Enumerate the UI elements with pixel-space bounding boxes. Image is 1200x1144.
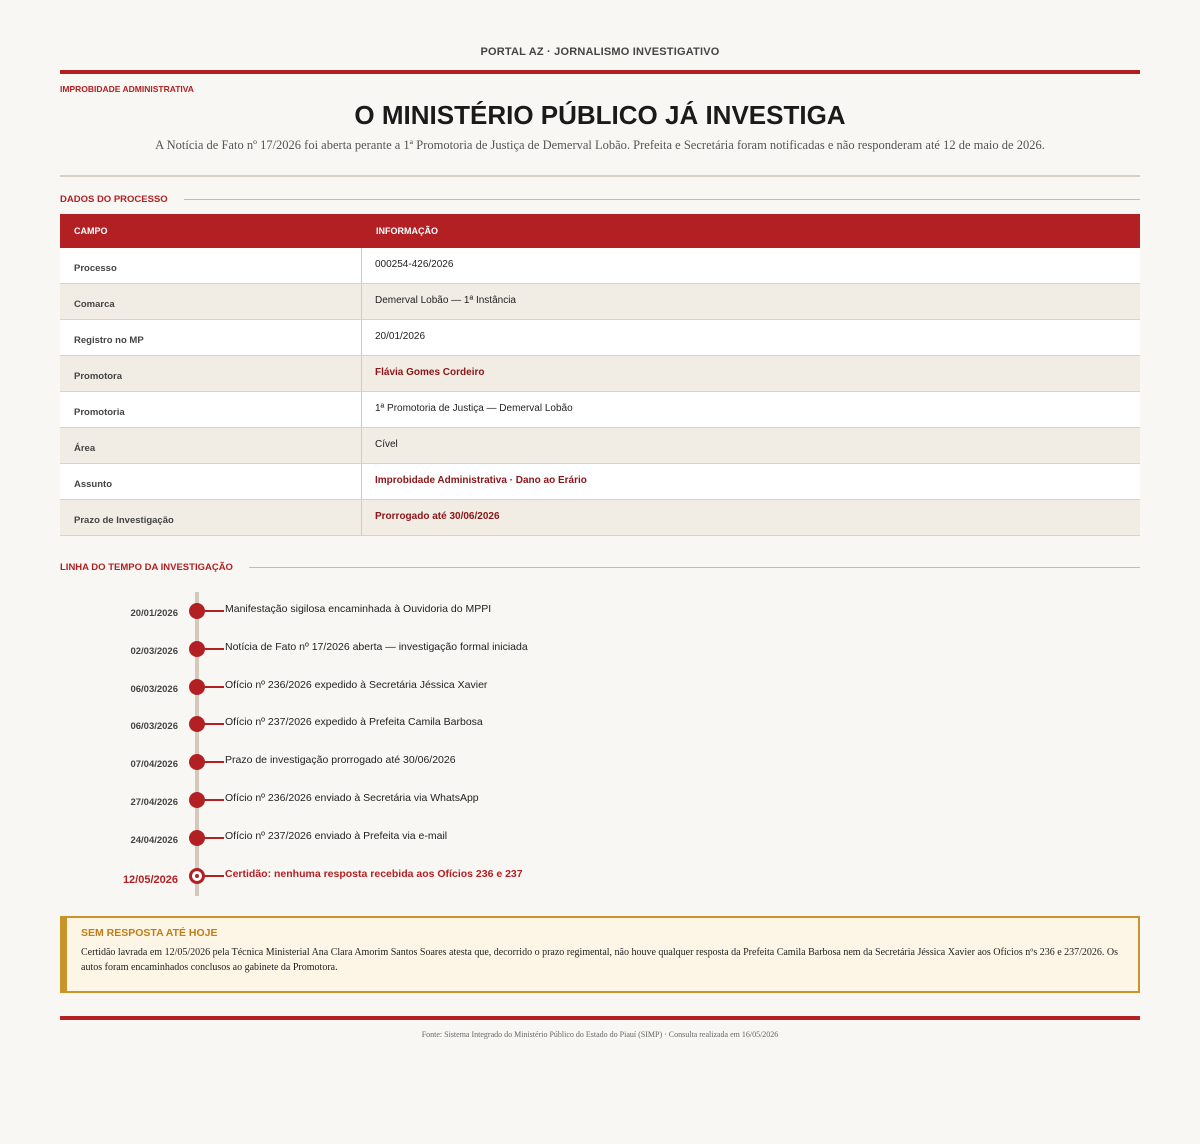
- process-table: [60, 214, 1140, 536]
- timeline-connector: [204, 723, 224, 725]
- event-text: Manifestação sigilosa encaminhada à Ouvidoria do MPPI: [225, 603, 492, 615]
- event-date: 06/03/2026: [130, 721, 178, 733]
- timeline-marker-icon: [189, 792, 205, 808]
- row-field: Prazo de Investigação: [60, 500, 362, 535]
- timeline-connector: [204, 761, 224, 763]
- article-kicker: IMPROBIDADE ADMINISTRATIVA: [60, 84, 194, 94]
- event-date: 06/03/2026: [130, 683, 178, 695]
- event-date: 02/03/2026: [130, 645, 178, 657]
- event-text: Ofício nº 237/2026 enviado à Prefeita via e-mail: [225, 829, 448, 842]
- event-text: Ofício nº 237/2026 expedido à Prefeita Camila Barbosa: [225, 716, 483, 729]
- top-accent-bar: [60, 70, 1140, 74]
- row-value: Improbidade Administrativa · Dano ao Erário: [375, 475, 587, 486]
- timeline-marker-icon: [189, 716, 205, 732]
- row-field: Área: [60, 428, 362, 463]
- timeline-connector: [204, 686, 224, 688]
- table-row: [60, 428, 1140, 464]
- row-field: Promotora: [60, 356, 362, 391]
- process-section-title: DADOS DO PROCESSO: [60, 194, 168, 205]
- timeline-marker-icon: [189, 754, 205, 770]
- column-header-campo: CAMPO: [74, 226, 108, 236]
- table-row: [60, 248, 1140, 284]
- event-text: Ofício nº 236/2026 expedido à Secretária Jéssica Xavier: [225, 678, 488, 691]
- table-row: [60, 500, 1140, 536]
- site-brand: PORTAL AZ · JORNALISMO INVESTIGATIVO: [480, 46, 720, 58]
- timeline-marker-icon: [189, 641, 205, 657]
- timeline-event: [60, 713, 1140, 733]
- no-response-alert: [60, 916, 1140, 993]
- table-row: [60, 356, 1140, 392]
- timeline-event: [60, 600, 1140, 620]
- bottom-accent-bar: [60, 1016, 1140, 1020]
- row-value: Cível: [375, 439, 398, 450]
- timeline-event: [60, 865, 1140, 885]
- timeline-event: [60, 638, 1140, 658]
- event-date: 20/01/2026: [130, 608, 178, 619]
- table-row: [60, 284, 1140, 320]
- page-subtitle: A Notícia de Fato nº 17/2026 foi aberta perante a 1ª Promotoria de Justiça de Demerval Lobão. Prefeita e Secretária foram notificadas e não responderam até 12 de maio de 2026.: [155, 138, 1045, 152]
- process-section-heading: [60, 194, 1140, 205]
- alert-title: SEM RESPOSTA ATÉ HOJE: [81, 927, 218, 939]
- header-divider: [60, 175, 1140, 177]
- table-header: [60, 214, 1140, 248]
- row-field: Comarca: [60, 284, 362, 319]
- timeline-marker-icon: [189, 603, 205, 619]
- timeline-connector: [204, 648, 224, 650]
- table-row: [60, 464, 1140, 500]
- timeline-event: [60, 751, 1140, 771]
- event-date: 07/04/2026: [130, 759, 178, 771]
- row-value: 000254-426/2026: [375, 259, 454, 270]
- investigation-timeline: [60, 590, 1140, 900]
- section-divider: [249, 567, 1140, 568]
- section-divider: [184, 199, 1140, 200]
- event-text: Ofício nº 236/2026 enviado à Secretária via WhatsApp: [225, 792, 479, 804]
- row-value: Demerval Lobão — 1ª Instância: [375, 295, 516, 306]
- page-title: O MINISTÉRIO PÚBLICO JÁ INVESTIGA: [354, 100, 846, 130]
- timeline-connector: [204, 875, 224, 877]
- table-body: [60, 248, 1140, 536]
- table-row: [60, 392, 1140, 428]
- table-row: [60, 320, 1140, 356]
- event-date: 12/05/2026: [122, 873, 178, 886]
- timeline-event: [60, 676, 1140, 696]
- timeline-section-title: LINHA DO TEMPO DA INVESTIGAÇÃO: [60, 562, 233, 573]
- timeline-marker-icon: [189, 868, 205, 884]
- row-value: Prorrogado até 30/06/2026: [375, 511, 500, 522]
- row-field: Registro no MP: [60, 320, 362, 355]
- row-value: 1ª Promotoria de Justiça — Demerval Lobão: [375, 403, 573, 414]
- timeline-event: [60, 789, 1140, 809]
- timeline-section-heading: [60, 562, 1140, 573]
- row-field: Promotoria: [60, 392, 362, 427]
- row-value: 20/01/2026: [375, 331, 426, 342]
- event-date: 27/04/2026: [130, 797, 178, 808]
- timeline-connector: [204, 610, 224, 612]
- timeline-marker-icon: [189, 679, 205, 695]
- timeline-event: [60, 827, 1140, 847]
- source-footer: Fonte: Sistema Integrado do Ministério Público do Estado do Piauí (SIMP) · Consulta realizada em 16/05/2026: [421, 1030, 779, 1039]
- event-date: 24/04/2026: [130, 834, 178, 846]
- alert-body: Certidão lavrada em 12/05/2026 pela Técnica Ministerial Ana Clara Amorim Santos Soares atesta que, decorrido o prazo regimental, não houve qualquer resposta da Prefeita Camila Barbosa nem da Secretária Jéssica Xavier aos Ofícios nºs 236 e 237/2026. Os autos foram encaminhados conclusos ao gabinete da Promotora.: [81, 947, 1119, 973]
- event-text: Prazo de investigação prorrogado até 30/06/2026: [225, 754, 456, 767]
- row-value: Flávia Gomes Cordeiro: [375, 367, 485, 378]
- timeline-connector: [204, 837, 224, 839]
- event-text: Notícia de Fato nº 17/2026 aberta — investigação formal iniciada: [225, 640, 528, 653]
- event-text: Certidão: nenhuma resposta recebida aos Ofícios 236 e 237: [225, 867, 523, 880]
- timeline-connector: [204, 799, 224, 801]
- column-header-informacao: INFORMAÇÃO: [376, 226, 438, 236]
- row-field: Processo: [60, 248, 362, 283]
- row-field: Assunto: [60, 464, 362, 499]
- timeline-marker-icon: [189, 830, 205, 846]
